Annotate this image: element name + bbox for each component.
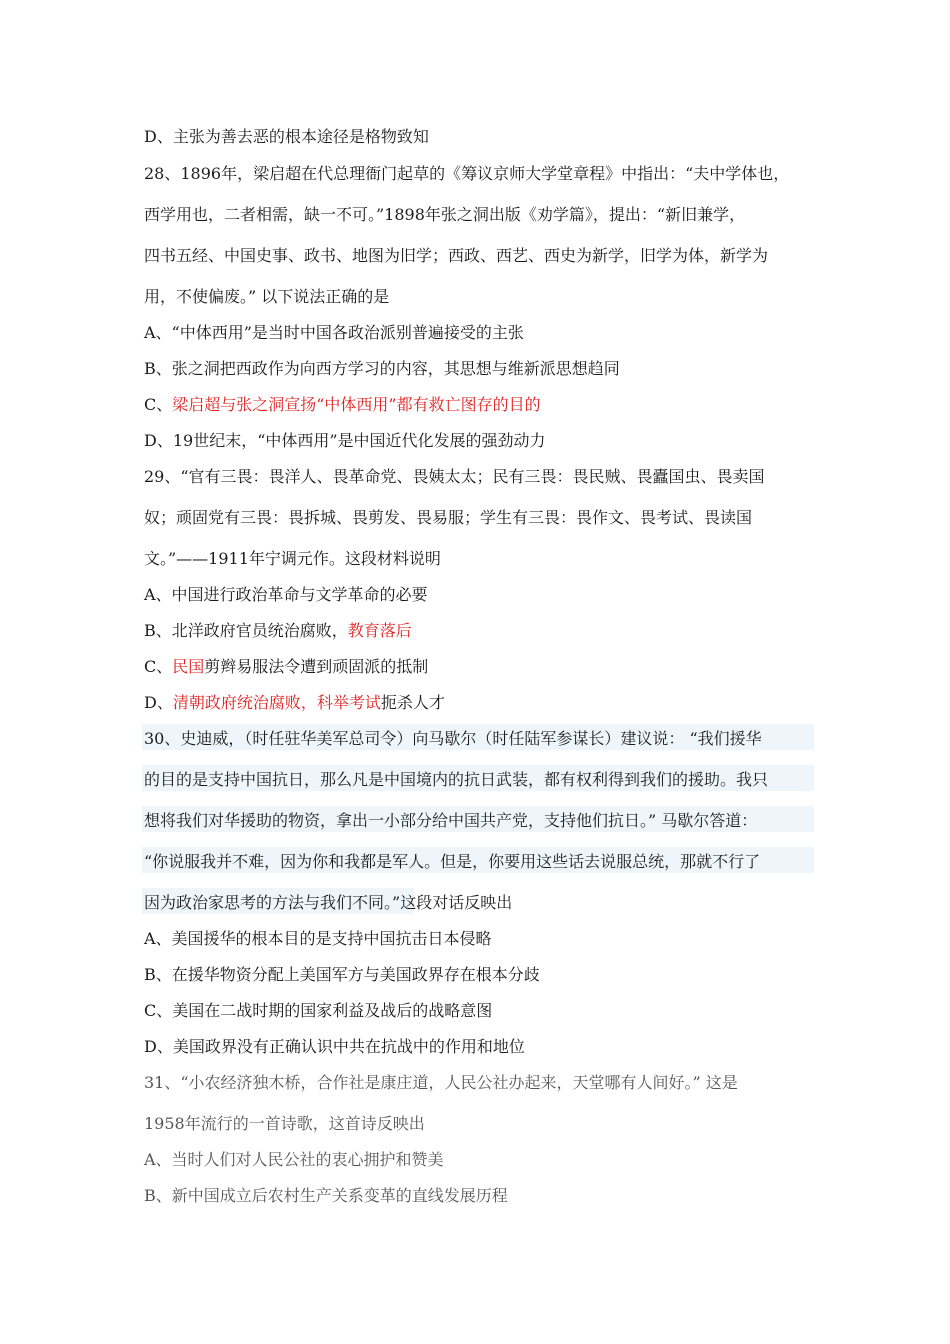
q30-stem-line-5	[144, 892, 512, 914]
option-prefix: D、	[144, 693, 173, 712]
q30-stem-line-1: 30、史迪威，（时任驻华美军总司令）向马歇尔（时任陆军参谋长）建议说： “我们援华	[144, 729, 762, 748]
q28-option-a: A、“中体西用”是当时中国各政治派别普遍接受的主张	[144, 323, 524, 342]
q31-option-b: B、新中国成立后农村生产关系变革的直线发展历程	[144, 1186, 508, 1205]
option-text: 剪辫易服法令遭到顽固派的抵制	[204, 657, 429, 676]
option-text: B、北洋政府官员统治腐败，	[144, 621, 348, 640]
q28-stem-line-1: 28、1896年，梁启超在代总理衙门起草的《筹议京师大学堂章程》中指出：“夫中学体也，	[144, 164, 790, 183]
q29-stem-line-3: 文。”——1911年宁调元作。这段材料说明	[144, 549, 441, 568]
quote-end: 因为政治家思考的方法与我们不同。”	[144, 893, 401, 912]
q29-option-a: A、中国进行政治革命与文学革命的必要	[144, 585, 428, 604]
option-prefix: C、	[144, 395, 173, 414]
q28-option-b: B、张之洞把西政作为向西方学习的内容，其思想与维新派思想趋同	[144, 359, 620, 378]
question-text: 这段对话反映出	[400, 893, 513, 912]
q28-stem-line-4: 用，不使偏废。” 以下说法正确的是	[144, 287, 390, 306]
q29-stem-line-2: 奴；顽固党有三畏：畏拆城、畏剪发、畏易服；学生有三畏：畏作文、畏考试、畏读国	[144, 508, 753, 527]
q31-stem-line-1: 31、“小农经济独木桥，合作社是康庄道，人民公社办起来，天堂哪有人间好。” 这是	[144, 1073, 738, 1092]
answer-highlight-text: 清朝政府统治腐败，科举考试	[172, 693, 381, 712]
q29-option-c	[144, 656, 428, 678]
answer-highlight-text: 教育落后	[347, 621, 412, 640]
q28-option-c	[144, 394, 541, 416]
q30-stem-line-3: 想将我们对华援助的物资，拿出一小部分给中国共产党，支持他们抗日。” 马歇尔答道：	[144, 811, 758, 830]
q31-option-a: A、当时人们对人民公社的衷心拥护和赞美	[144, 1150, 444, 1169]
q29-option-d	[144, 692, 445, 714]
q27-option-d: D、主张为善去恶的根本途径是格物致知	[144, 127, 429, 146]
answer-highlight-text: 梁启超与张之洞宣扬“中体西用”都有救亡图存的目的	[172, 395, 541, 414]
q30-option-a: A、美国援华的根本目的是支持中国抗击日本侵略	[144, 929, 492, 948]
q29-option-b	[144, 620, 412, 642]
q30-option-d: D、美国政界没有正确认识中共在抗战中的作用和地位	[144, 1037, 525, 1056]
q30-stem-line-4: “你说服我并不难，因为你和我都是军人。但是，你要用这些话去说服总统，那就不行了	[144, 852, 761, 871]
answer-highlight-text: 民国	[172, 657, 205, 676]
q28-stem-line-3: 四书五经、中国史事、政书、地图为旧学；西政、西艺、西史为新学，旧学为体，新学为	[144, 246, 769, 265]
q29-stem-line-1: 29、“官有三畏：畏洋人、畏革命党、畏姨太太；民有三畏：畏民贼、畏蠹国虫、畏卖国	[144, 467, 765, 486]
q31-stem-line-2: 1958年流行的一首诗歌，这首诗反映出	[144, 1114, 425, 1133]
option-prefix: C、	[144, 657, 173, 676]
q28-option-d: D、19世纪末，“中体西用”是中国近代化发展的强劲动力	[144, 431, 546, 450]
option-text: 扼杀人才	[380, 693, 445, 712]
q28-stem-line-2: 西学用也，二者相需，缺一不可。”1898年张之洞出版《劝学篇》，提出：“新旧兼学，	[144, 205, 746, 224]
q30-option-b: B、在援华物资分配上美国军方与美国政界存在根本分歧	[144, 965, 540, 984]
q30-option-c: C、美国在二战时期的国家利益及战后的战略意图	[144, 1001, 493, 1020]
q30-stem-line-2: 的目的是支持中国抗日，那么凡是中国境内的抗日武装，都有权利得到我们的援助。我只	[144, 770, 769, 789]
